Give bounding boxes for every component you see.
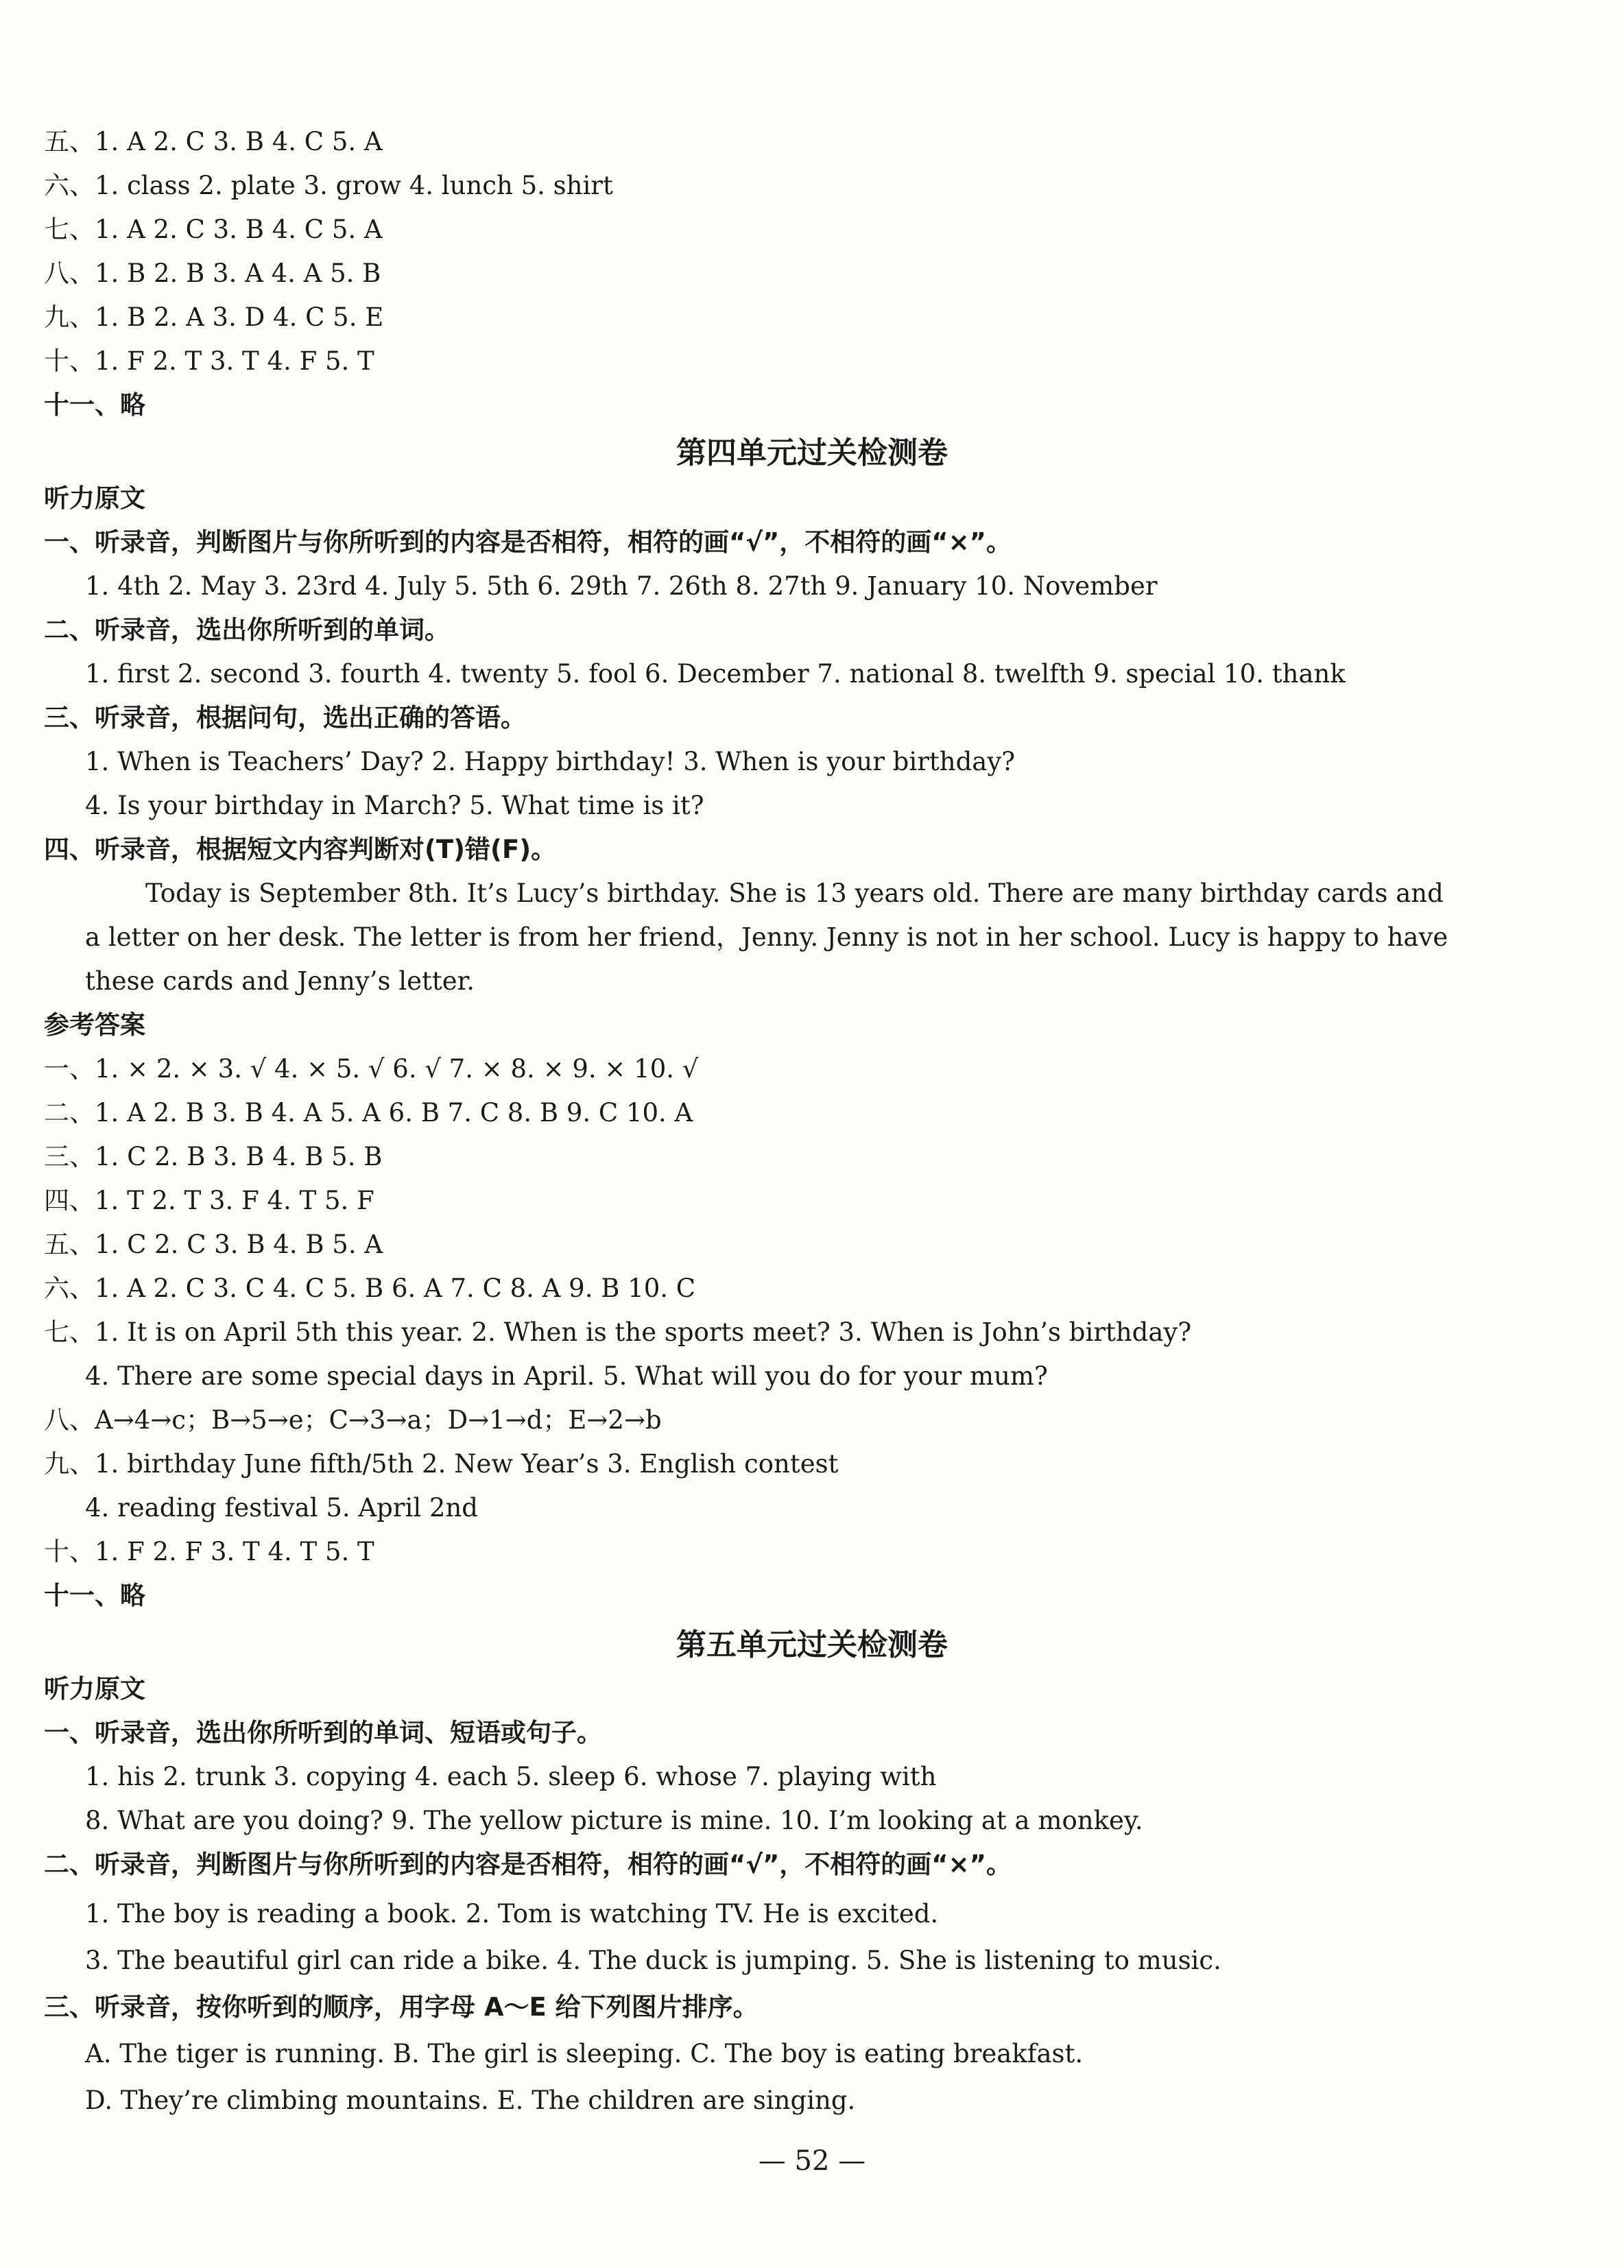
unit4-title: 第四单元过关检测卷 — [676, 435, 948, 470]
answer-line: 十一、略 — [44, 390, 145, 420]
question-items: 1. The boy is reading a book. 2. Tom is watching TV. He is excited. — [85, 1899, 939, 1929]
answer-line: 九、1. birthday June fifth/5th 2. New Year’s 3. English contest — [44, 1449, 839, 1479]
question-items: 1. When is Teachers’ Day? 2. Happy birthday! 3. When is your birthday? — [85, 747, 1016, 776]
question-heading: 三、听录音，根据问句，选出正确的答语。 — [44, 703, 526, 732]
passage-line: these cards and Jenny’s letter. — [85, 966, 475, 996]
unit5-title: 第五单元过关检测卷 — [676, 1627, 948, 1662]
question-items: A. The tiger is running. B. The girl is sleeping. C. The boy is eating breakfast. — [85, 2039, 1084, 2068]
question-heading: 四、听录音，根据短文内容判断对(T)错(F)。 — [44, 835, 557, 864]
answer-line: 六、1. class 2. plate 3. grow 4. lunch 5. shirt — [44, 171, 613, 200]
question-items: D. They’re climbing mountains. E. The children are singing. — [85, 2086, 856, 2115]
question-items: 1. his 2. trunk 3. copying 4. each 5. sleep 6. whose 7. playing with — [85, 1762, 937, 1791]
answer-line: 十、1. F 2. T 3. T 4. F 5. T — [44, 346, 374, 376]
answer-line: 七、1. It is on April 5th this year. 2. When is the sports meet? 3. When is John’s birthday? — [44, 1317, 1192, 1347]
answer-line: 七、1. A 2. C 3. B 4. C 5. A — [44, 215, 383, 244]
question-items: 4. Is your birthday in March? 5. What time is it? — [85, 791, 704, 820]
answers-title: 参考答案 — [44, 1010, 145, 1040]
listening-title: 听力原文 — [44, 1674, 145, 1704]
answer-line: 五、1. A 2. C 3. B 4. C 5. A — [44, 127, 383, 156]
question-heading: 一、听录音，选出你所听到的单词、短语或句子。 — [44, 1718, 602, 1747]
question-items: 1. first 2. second 3. fourth 4. twenty 5. fool 6. December 7. national 8. twelfth 9. special 10. thank — [85, 659, 1346, 689]
answer-line: 一、1. × 2. × 3. √ 4. × 5. √ 6. √ 7. × 8. × 9. × 10. √ — [44, 1054, 699, 1084]
answer-line: 五、1. C 2. C 3. B 4. B 5. A — [44, 1230, 383, 1259]
question-items: 1. 4th 2. May 3. 23rd 4. July 5. 5th 6. 29th 7. 26th 8. 27th 9. January 10. November — [85, 571, 1158, 601]
question-heading: 二、听录音，判断图片与你所听到的内容是否相符，相符的画“√”，不相符的画“×”。 — [44, 1850, 1012, 1879]
answer-line: 二、1. A 2. B 3. B 4. A 5. A 6. B 7. C 8. B 9. C 10. A — [44, 1098, 693, 1127]
answer-line: 4. There are some special days in April. 5. What will you do for your mum? — [85, 1361, 1048, 1391]
question-items: 3. The beautiful girl can ride a bike. 4. The duck is jumping. 5. She is listening to music. — [85, 1946, 1221, 1975]
passage-line: Today is September 8th. It’s Lucy’s birthday. She is 13 years old. There are many birthday cards and — [145, 879, 1444, 908]
question-heading: 一、听录音，判断图片与你所听到的内容是否相符，相符的画“√”，不相符的画“×”。 — [44, 527, 1012, 557]
page-number: — 52 — — [758, 2145, 866, 2177]
question-heading: 三、听录音，按你听到的顺序，用字母 A～E 给下列图片排序。 — [44, 1992, 759, 2022]
answer-line: 4. reading festival 5. April 2nd — [85, 1493, 478, 1523]
answer-line: 四、1. T 2. T 3. F 4. T 5. F — [44, 1186, 374, 1215]
listening-title: 听力原文 — [44, 484, 145, 513]
answer-line: 八、A→4→c；B→5→e；C→3→a；D→1→d；E→2→b — [44, 1405, 662, 1435]
answer-line: 三、1. C 2. B 3. B 4. B 5. B — [44, 1142, 383, 1171]
answer-line: 六、1. A 2. C 3. C 4. C 5. B 6. A 7. C 8. A 9. B 10. C — [44, 1274, 696, 1303]
answer-line: 八、1. B 2. B 3. A 4. A 5. B — [44, 259, 381, 288]
question-heading: 二、听录音，选出你所听到的单词。 — [44, 615, 450, 645]
answer-line: 十、1. F 2. F 3. T 4. T 5. T — [44, 1537, 374, 1566]
answer-line: 九、1. B 2. A 3. D 4. C 5. E — [44, 302, 384, 332]
passage-line: a letter on her desk. The letter is from her friend，Jenny. Jenny is not in her school. Lucy is happy to have — [85, 922, 1448, 952]
question-items: 8. What are you doing? 9. The yellow picture is mine. 10. I’m looking at a monkey. — [85, 1806, 1143, 1835]
answer-line: 十一、略 — [44, 1581, 145, 1610]
